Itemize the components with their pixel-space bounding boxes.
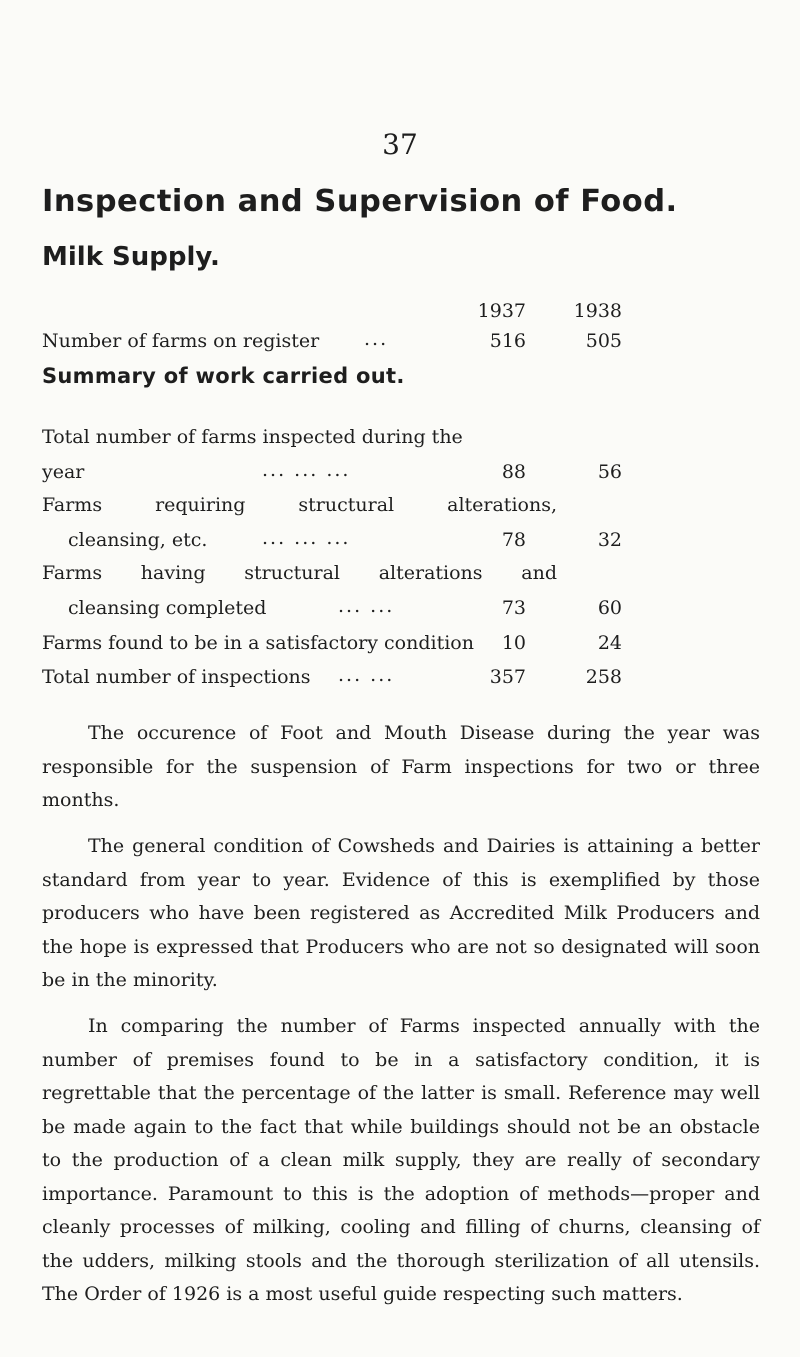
summary-row-3-line1: Farms having structural alterations and xyxy=(42,562,557,584)
summary-heading: Summary of work carried out. xyxy=(42,364,405,388)
summary-row-3-1937: 73 xyxy=(501,597,526,619)
summary-row-1-dots: ... ... ... xyxy=(262,459,351,481)
summary-row-3-1938: 60 xyxy=(597,597,622,619)
summary-row-4-label: Farms found to be in a satisfactory condition xyxy=(42,632,474,654)
year-header-1938: 1938 xyxy=(573,300,622,322)
summary-row-5-label: Total number of inspections xyxy=(42,666,311,688)
page-title: Inspection and Supervision of Food. xyxy=(42,184,678,219)
summary-row-2-dots: ... ... ... xyxy=(262,527,351,549)
summary-row-1-line1: Total number of farms inspected during the xyxy=(42,426,463,448)
summary-row-1-1938: 56 xyxy=(597,461,622,483)
register-label: Number of farms on register xyxy=(42,330,320,352)
summary-row-5-dots: ... ... xyxy=(338,664,395,686)
summary-row-2-line2: cleansing, etc. xyxy=(68,529,208,551)
register-value-1937: 516 xyxy=(489,330,526,352)
paragraph-foot-and-mouth: The occurence of Foot and Mouth Disease during the year was responsible for the suspension of Farm inspections for two or three months. xyxy=(42,722,760,811)
summary-row-5-1937: 357 xyxy=(489,666,526,688)
year-header-1937: 1937 xyxy=(477,300,526,322)
page-number: 37 xyxy=(382,128,418,161)
summary-row-1-line2: year xyxy=(42,461,85,483)
summary-row-1-1937: 88 xyxy=(501,461,526,483)
summary-row-4-1938: 24 xyxy=(597,632,622,654)
summary-row-2-1937: 78 xyxy=(501,529,526,551)
paragraph-comparing-farms: In comparing the number of Farms inspected annually with the number of premises found to be in a satisfactory condition, it is regrettable that the percentage of the latter is small. Reference may well be made again to the fact that while buildings should not be an obstacle to the production of a clean milk supply, they are really of secondary importance. Paramount to this is the adoption of methods—proper and cleanly processes of milking, cooling and filling of churns, cleansing of the udders, milking stools and the thorough sterilization of all utensils. The Order of 1926 is a most useful guide respecting such matters. xyxy=(42,1015,760,1305)
paragraph-cowsheds: The general condition of Cowsheds and Dairies is attaining a better standard from year to year. Evidence of this is exemplified by those producers who have been registered as Accredited Milk Producers and the hope is expressed that Producers who are not so designated will soon be in the minority. xyxy=(42,835,760,991)
summary-row-4-1937: 10 xyxy=(501,632,526,654)
summary-row-3-line2: cleansing completed xyxy=(68,597,267,619)
milk-supply-heading: Milk Supply. xyxy=(42,242,220,272)
summary-row-2-line1: Farms requiring structural alterations, xyxy=(42,494,557,516)
register-dots: ... xyxy=(364,328,389,350)
summary-row-3-dots: ... ... xyxy=(338,595,395,617)
register-value-1938: 505 xyxy=(585,330,622,352)
summary-row-2-1938: 32 xyxy=(597,529,622,551)
summary-row-5-1938: 258 xyxy=(585,666,622,688)
